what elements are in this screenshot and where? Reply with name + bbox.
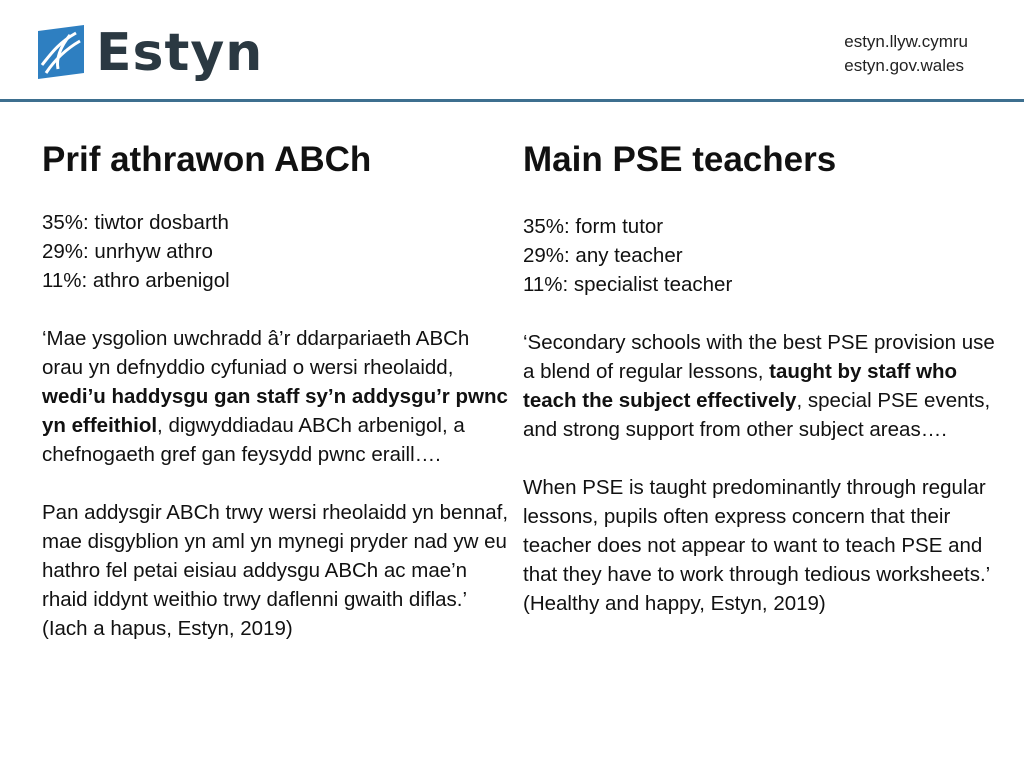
logo-wordmark: Estyn bbox=[96, 23, 264, 83]
url-welsh[interactable]: estyn.llyw.cymru bbox=[844, 32, 968, 51]
estyn-logo-icon bbox=[36, 25, 86, 81]
welsh-stat: 35%: tiwtor dosbarth bbox=[42, 211, 229, 234]
english-stat: 35%: form tutor bbox=[523, 215, 664, 238]
english-paragraph-2: When PSE is taught predominantly through regular lessons, pupils often express concern that their teacher does not appear to want to teach PSE and that they have to work through tedious worksheets.’ (Healthy and happy, Estyn, 2019) bbox=[523, 476, 990, 615]
header bbox=[0, 0, 1024, 102]
english-title: Main PSE teachers bbox=[523, 140, 837, 179]
welsh-stat: 11%: athro arbenigol bbox=[42, 269, 230, 292]
welsh-quote-start: ‘Mae ysgolion uwchradd â’r ddarpariaeth ABCh orau yn defnyddio cyfuniad o wersi rheolaidd, bbox=[42, 327, 470, 379]
english-column bbox=[523, 138, 1003, 618]
english-stats bbox=[523, 212, 1003, 299]
english-stat: 29%: any teacher bbox=[523, 244, 683, 267]
english-quote-bold: taught by staff who teach the subject effectively bbox=[523, 360, 958, 412]
header-divider bbox=[0, 99, 1024, 102]
url-english[interactable]: estyn.gov.wales bbox=[844, 56, 964, 75]
estyn-logo bbox=[36, 20, 263, 86]
welsh-quote bbox=[42, 324, 512, 469]
welsh-stat: 29%: unrhyw athro bbox=[42, 240, 213, 263]
header-urls bbox=[844, 30, 968, 78]
english-quote bbox=[523, 328, 1003, 444]
welsh-column bbox=[42, 138, 512, 643]
welsh-paragraph-2: Pan addysgir ABCh trwy wersi rheolaidd yn bennaf, mae disgyblion yn aml yn mynegi pryder nad yw eu hathro fel petai eisiau addysgu ABCh ac mae’n rhaid iddynt weithio trwy daflenni gwaith diflas.’ (Iach a hapus, Estyn, 2019) bbox=[42, 501, 509, 640]
english-quote-end: , special PSE events, and strong support from other subject areas…. bbox=[523, 389, 991, 441]
english-stat: 11%: specialist teacher bbox=[523, 273, 733, 296]
welsh-stats bbox=[42, 208, 512, 295]
welsh-quote-end: , digwyddiadau ABCh arbenigol, a chefnogaeth gref gan feysydd pwnc eraill…. bbox=[42, 414, 465, 466]
welsh-title: Prif athrawon ABCh bbox=[42, 140, 372, 179]
english-quote-start: ‘Secondary schools with the best PSE provision use a blend of regular lessons, bbox=[523, 331, 995, 383]
welsh-quote-bold: wedi’u haddysgu gan staff sy’n addysgu’r pwnc yn effeithiol bbox=[42, 385, 508, 437]
